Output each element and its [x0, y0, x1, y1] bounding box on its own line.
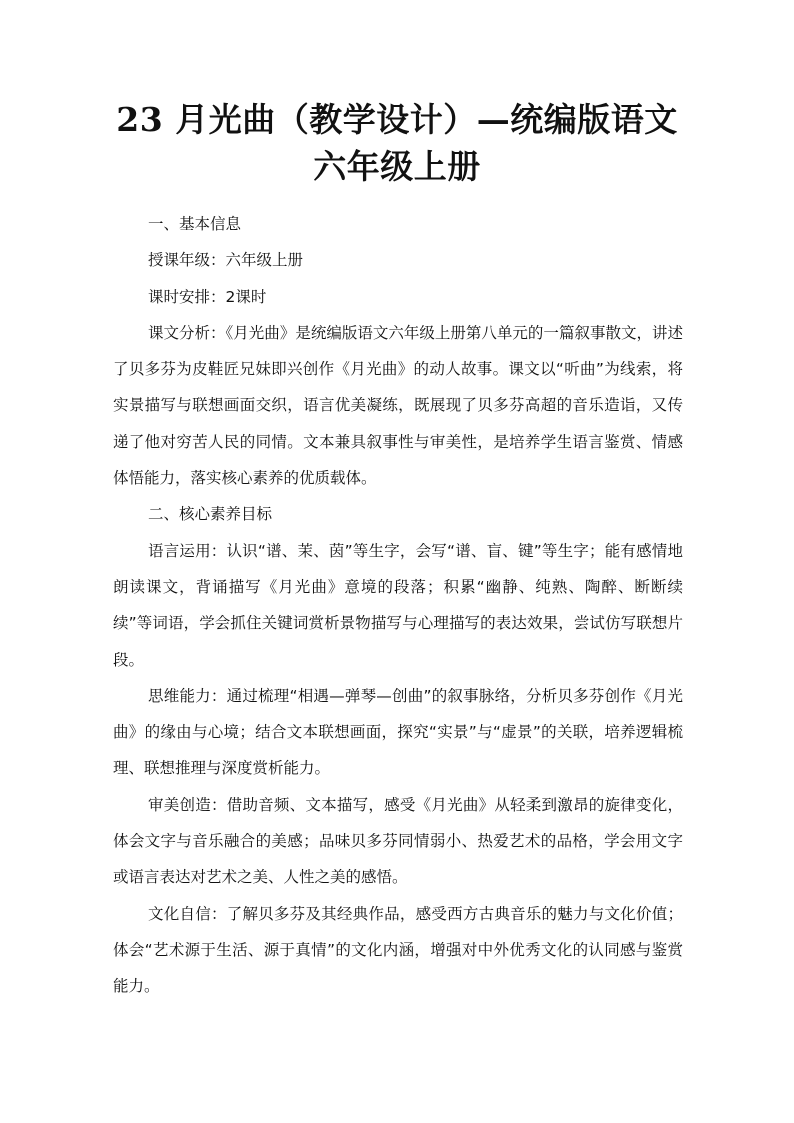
aesthetic-goal-paragraph: 审美创造：借助音频、文本描写，感受《月光曲》从轻柔到激昂的旋律变化，体会文字与音乐融合的美感；品味贝多芬同情弱小、热爱艺术的品格，学会用文字或语言表达对艺术之美、人性之美的感悟。 — [113, 795, 683, 887]
culture-goal-paragraph: 文化自信：了解贝多芬及其经典作品，感受西方古典音乐的魅力与文化价值；体会“艺术源于生活、源于真情”的文化内涵，增强对中外优秀文化的认同感与鉴赏能力。 — [113, 904, 683, 996]
language-goal-paragraph: 语言运用：认识“谱、茉、茵”等生字，会写“谱、盲、键”等生字；能有感情地朗读课文，背诵描写《月光曲》意境的段落；积累“幽静、纯熟、陶醉、断断续续”等词语，学会抓住关键词赏析景物描写与心理描写的表达效果，尝试仿写联想片段。 — [113, 541, 683, 669]
document-body — [113, 206, 683, 1005]
thinking-goal-paragraph: 思维能力：通过梳理“相遇—弹琴—创曲”的叙事脉络，分析贝多芬创作《月光曲》的缘由与心境；结合文本联想画面，探究“实景”与“虚景”的关联，培养逻辑梳理、联想推理与深度赏析能力。 — [113, 686, 683, 778]
section-heading-core-goals: 二、核心素养目标 — [148, 505, 273, 524]
schedule-line: 课时安排：2课时 — [148, 287, 267, 306]
title-line-1: 23 月光曲（教学设计）—统编版语文 — [116, 100, 678, 139]
document-title — [100, 96, 694, 190]
grade-line: 授课年级：六年级上册 — [148, 251, 304, 270]
text-analysis-paragraph: 课文分析：《月光曲》是统编版语文六年级上册第八单元的一篇叙事散文，讲述了贝多芬为皮鞋匠兄妹即兴创作《月光曲》的动人故事。课文以“听曲”为线索，将实景描写与联想画面交织，语言优美凝练，既展现了贝多芬高超的音乐造诣，又传递了他对穷苦人民的同情。文本兼具叙事性与审美性，是培养学生语言鉴赏、情感体悟能力，落实核心素养的优质载体。 — [113, 323, 683, 488]
section-heading-basic-info: 一、基本信息 — [148, 215, 242, 233]
title-line-2: 六年级上册 — [313, 147, 481, 186]
